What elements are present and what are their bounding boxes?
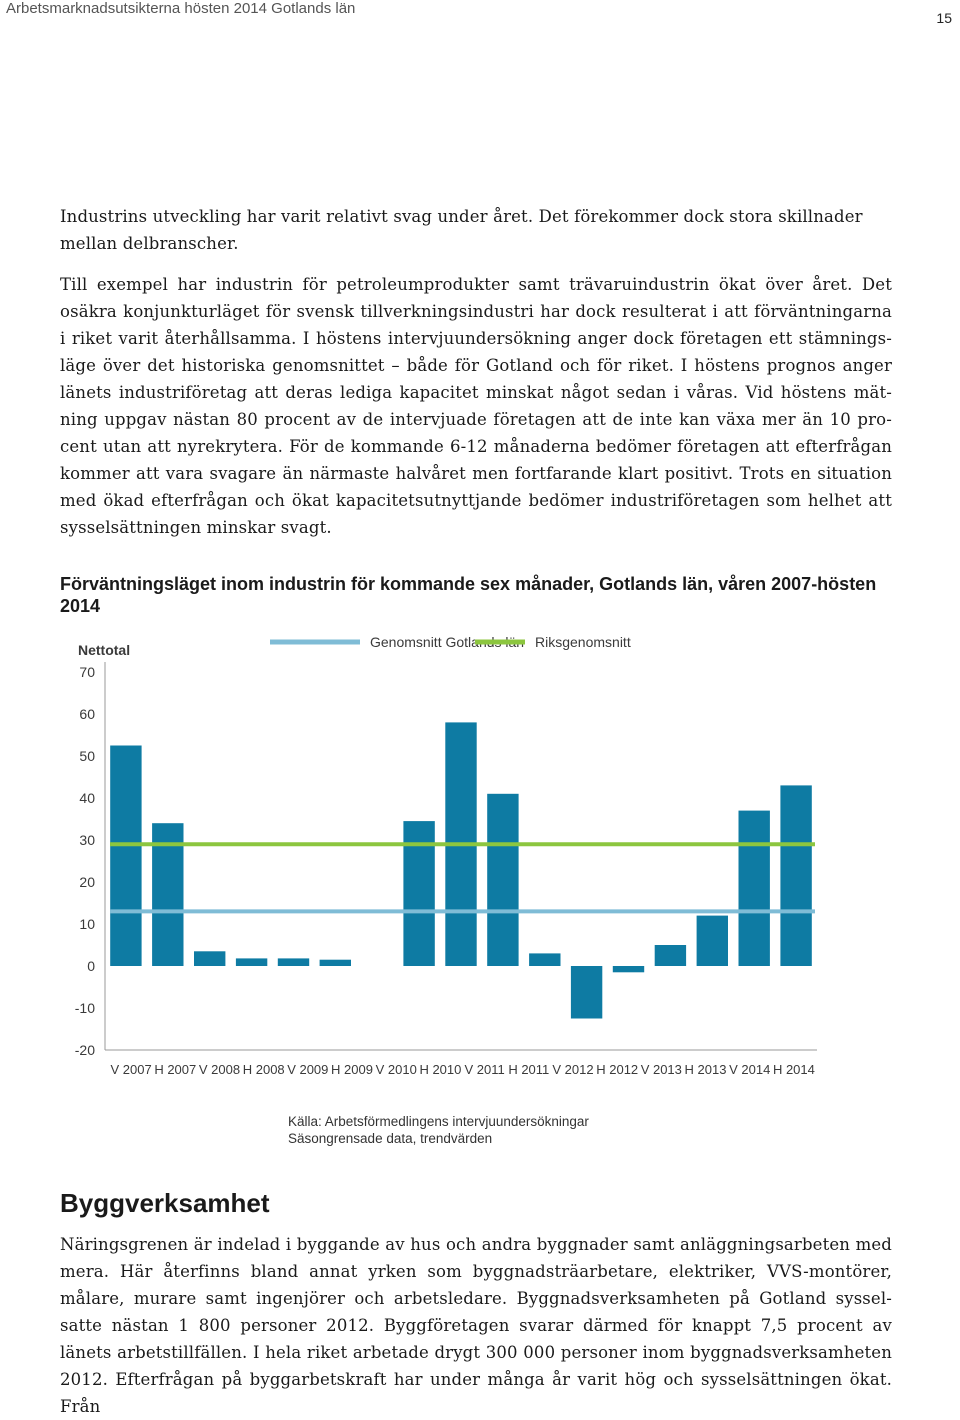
x-tick-label: H 2008 — [242, 1062, 285, 1077]
y-axis-label: Nettotal — [78, 642, 131, 658]
x-tick-label: V 2012 — [552, 1062, 594, 1077]
x-tick-label: V 2013 — [640, 1062, 682, 1077]
bar — [739, 811, 770, 966]
x-tick-label: H 2011 — [508, 1062, 550, 1077]
legend-label: Genomsnitt Gotlands län — [370, 634, 525, 650]
bar — [697, 916, 728, 966]
bar — [613, 966, 644, 972]
x-tick-label: V 2008 — [198, 1062, 241, 1077]
y-tick-label: 20 — [79, 874, 95, 890]
y-tick-label: 50 — [79, 748, 95, 764]
bar — [278, 958, 309, 966]
bar — [110, 746, 141, 967]
y-tick-label: 30 — [79, 832, 95, 848]
x-tick-label: H 2007 — [154, 1062, 197, 1077]
legend-label: Riksgenomsnitt — [535, 634, 631, 650]
x-tick-label: V 2014 — [729, 1062, 771, 1077]
figure-source — [288, 1113, 589, 1147]
bar — [655, 945, 686, 966]
x-tick-label: V 2007 — [110, 1062, 152, 1077]
y-tick-label: 40 — [79, 790, 95, 806]
expectations-bar-chart — [60, 625, 820, 1085]
paragraph-construction: Näringsgrenen är indelad i byggande av hus och andra byggnader samt anläggningsarbeten med mera. Här återfinns bland annat yrken som byggnadsträarbetare, elektriker, VVS-montörer, målare, murare samt ingenjörer och arbetsledare. Byggnadsverksamheten på Gotland syssel-satte nästan 1 800 personer 2012. Byggföretagen svarar därmed för knappt 7,5 procent av länets arbetstillfällen. I hela riket arbetade drygt 300 000 personer inom byggnadsverksamheten 2012. Efterfrågan på byggarbetskraft har under många år varit hög och sysselsättningen ökat. Från — [60, 1235, 892, 1416]
x-tick-label: H 2010 — [419, 1062, 462, 1077]
page-number: 15 — [936, 10, 952, 26]
bar — [571, 966, 602, 1019]
y-tick-label: 0 — [87, 958, 95, 974]
paragraph-industry-intro: Industrins utveckling har varit relativt svag under året. Det förekommer dock stora skillnader mellan delbranscher. — [60, 207, 863, 253]
y-tick-label: -20 — [74, 1042, 95, 1058]
source-note: Säsongrensade data, trendvärden — [288, 1131, 493, 1146]
x-tick-label: V 2010 — [375, 1062, 417, 1077]
x-tick-label: V 2009 — [287, 1062, 329, 1077]
bar — [529, 953, 560, 966]
bar — [236, 958, 267, 966]
paragraph-industry-details: Till exempel har industrin för petroleumprodukter samt trävaruindustrin ökat över året. Det osäkra konjunkturläget för svensk tillverkningsindustri har dock resulterat i att förväntningarna i riket varit återhållsamma. I höstens intervjuundersökning anger dock företagen ett stämnings-läge över det historiska genomsnittet – både för Gotland och för riket. I höstens prognos anger länets industriföretag att deras lediga kapacitet minskat något sedan i våras. Vid höstens mät-ning uppgav nästan 80 procent av de intervjuade företagen att de inte kan växa mer än 10 pro-cent utan att nyrekrytera. För de kommande 6-12 månaderna bedömer företagen att efterfrågan kommer att vara svagare än närmaste halvåret men fortfarande klart positivt. Trots en situation med ökad efterfrågan och ökat kapacitetsutnyttjande bedömer industriföretagen som helhet att sysselsättningen minskar svagt. — [60, 275, 892, 537]
bar — [780, 785, 811, 966]
bar — [194, 951, 225, 966]
x-tick-label: H 2009 — [331, 1062, 373, 1077]
x-tick-label: H 2013 — [684, 1062, 727, 1077]
y-tick-label: 60 — [79, 706, 95, 722]
x-tick-label: H 2014 — [772, 1062, 815, 1077]
figure-title: Förväntningsläget inom industrin för kommande sex månader, Gotlands län, våren 2007-hösten 2014 — [60, 574, 877, 616]
x-tick-label: V 2011 — [464, 1062, 505, 1077]
bar — [487, 794, 518, 966]
running-header: Arbetsmarknadsutsikterna hösten 2014 Gotlands län — [6, 0, 356, 17]
y-tick-label: -10 — [74, 1000, 95, 1016]
x-tick-label: H 2012 — [596, 1062, 639, 1077]
bar — [320, 960, 351, 966]
y-tick-label: 10 — [79, 916, 95, 932]
section-title: Byggverksamhet — [60, 1188, 270, 1218]
y-tick-label: 70 — [79, 664, 95, 680]
source-line: Källa: Arbetsförmedlingens intervjuundersökningar — [288, 1114, 589, 1129]
